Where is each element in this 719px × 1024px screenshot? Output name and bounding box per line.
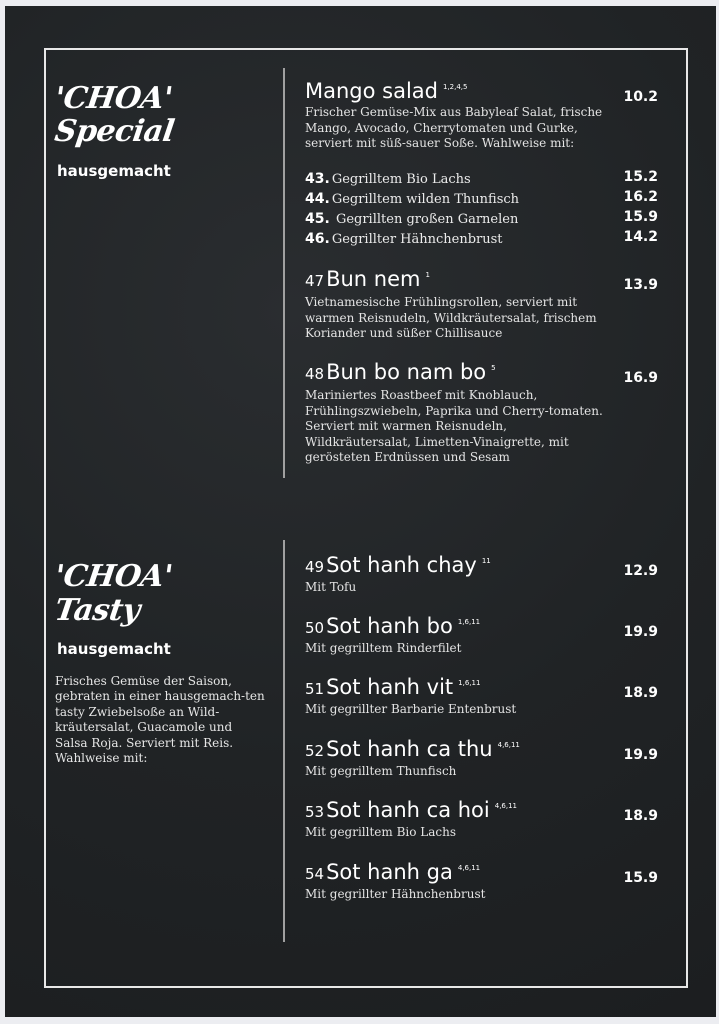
item-name: Bun bo nam bo: [326, 360, 487, 384]
item-description: Mariniertes Roastbeef mit Knoblauch, Frühlingszwiebeln, Paprika und Cherry-tomaten. Serviert mit warmen Reisnudeln, Wildkräutersalat, Limetten-Vinaigrette, mit gerösteten Erdnüssen und Sesam: [305, 388, 603, 465]
tasty-title-line2: Tasty: [52, 593, 143, 628]
item-number: 50: [305, 619, 325, 637]
option-label: Gegrillter Hähnchenbrust: [331, 232, 503, 247]
item-allergens: 1,2,4,5: [443, 83, 468, 91]
item-description: Frischer Gemüse-Mix aus Babyleaf Salat, frische Mango, Avocado, Cherrytomaten und Gurke, serviert mit süß-sauer Soße. Wahlweise mit:: [305, 105, 603, 151]
item-price: 13.9: [623, 277, 658, 293]
item-name: Sot hanh ga: [326, 860, 453, 884]
item-price: 18.9: [623, 685, 658, 701]
option-row: [305, 188, 660, 208]
option-number: 45.: [305, 211, 330, 227]
item-description: Mit gegrilltem Thunfisch: [305, 764, 457, 778]
menu-item-sot-hanh-bo: [305, 614, 660, 657]
item-number: 51: [305, 680, 325, 698]
option-label: Gegrillten großen Garnelen: [331, 212, 519, 227]
menu-item-sot-hanh-ca-hoi: [305, 798, 660, 841]
item-allergens: 1,6,11: [458, 679, 481, 687]
option-label: Gegrilltem wilden Thunfisch: [331, 192, 520, 207]
option-price: 14.2: [623, 229, 658, 245]
item-price: 19.9: [623, 747, 658, 763]
option-row: [305, 168, 660, 188]
item-allergens: 1,6,11: [457, 618, 481, 626]
item-price: 19.9: [623, 624, 658, 640]
tasty-subtitle: hausgemacht: [57, 640, 171, 658]
item-name: Mango salad: [305, 79, 438, 103]
option-number: 46.: [305, 231, 330, 247]
item-description: Mit gegrillter Hähnchenbrust: [305, 887, 486, 901]
item-number: 49: [305, 558, 325, 576]
item-number: 47: [305, 272, 325, 290]
option-row: [305, 208, 660, 228]
item-allergens: 4,6,11: [497, 741, 520, 749]
item-description: Mit gegrilltem Rinderfilet: [305, 641, 462, 655]
item-number: 54: [305, 865, 325, 883]
item-allergens: 4,6,11: [457, 864, 481, 872]
item-description: Vietnamesische Frühlingsrollen, serviert mit warmen Reisnudeln, Wildkräutersalat, frischem Koriander und süßer Chillisauce: [305, 295, 597, 341]
item-name: Sot hanh chay: [326, 553, 477, 577]
item-allergens: 1: [425, 271, 430, 279]
item-number: 52: [305, 742, 325, 760]
tasty-intro: Frisches Gemüse der Saison, gebraten in einer hausgemach-ten tasty Zwiebelsoße an Wild-kräutersalat, Guacamole und Salsa Roja. Serviert mit Reis. Wahlweise mit:: [55, 674, 265, 766]
option-price: 15.9: [623, 209, 658, 225]
option-price: 16.2: [623, 189, 658, 205]
special-subtitle: hausgemacht: [57, 162, 171, 180]
item-description: Mit gegrilltem Bio Lachs: [305, 825, 457, 839]
tasty-title-line1: 'CHOA': [52, 559, 175, 594]
divider-tasty: [283, 540, 285, 942]
divider-special: [283, 68, 285, 478]
item-price: 18.9: [623, 808, 658, 824]
option-number: 43.: [305, 171, 330, 187]
item-allergens: 11: [481, 557, 491, 565]
menu-item-bun-bo-nam-bo: [305, 360, 660, 466]
item-price: 16.9: [623, 370, 658, 386]
item-name: Sot hanh vit: [326, 675, 454, 699]
menu-item-bun-nem: [305, 267, 660, 342]
menu-item-mango-salad: [305, 79, 660, 152]
item-name: Bun nem: [326, 267, 421, 291]
item-price: 12.9: [623, 563, 658, 579]
item-price: 15.9: [623, 870, 658, 886]
item-price: 10.2: [623, 89, 658, 105]
option-label: Gegrilltem Bio Lachs: [331, 172, 471, 187]
menu-item-sot-hanh-chay: [305, 553, 660, 596]
option-row: [305, 228, 660, 248]
item-name: Sot hanh ca thu: [326, 737, 493, 761]
item-name: Sot hanh bo: [326, 614, 453, 638]
item-number: 53: [305, 803, 325, 821]
special-title-line1: 'CHOA': [52, 81, 175, 116]
menu-item-sot-hanh-vit: [305, 675, 660, 718]
special-title-line2: Special: [52, 114, 177, 149]
item-name: Sot hanh ca hoi: [326, 798, 490, 822]
item-description: Mit Tofu: [305, 580, 357, 594]
menu-item-sot-hanh-ga: [305, 860, 660, 903]
item-allergens: 5: [491, 364, 496, 372]
item-description: Mit gegrillter Barbarie Entenbrust: [305, 702, 517, 716]
item-allergens: 4,6,11: [494, 802, 518, 810]
option-number: 44.: [305, 191, 330, 207]
option-price: 15.2: [623, 169, 658, 185]
item-number: 48: [305, 365, 325, 383]
menu-item-sot-hanh-ca-thu: [305, 737, 660, 780]
